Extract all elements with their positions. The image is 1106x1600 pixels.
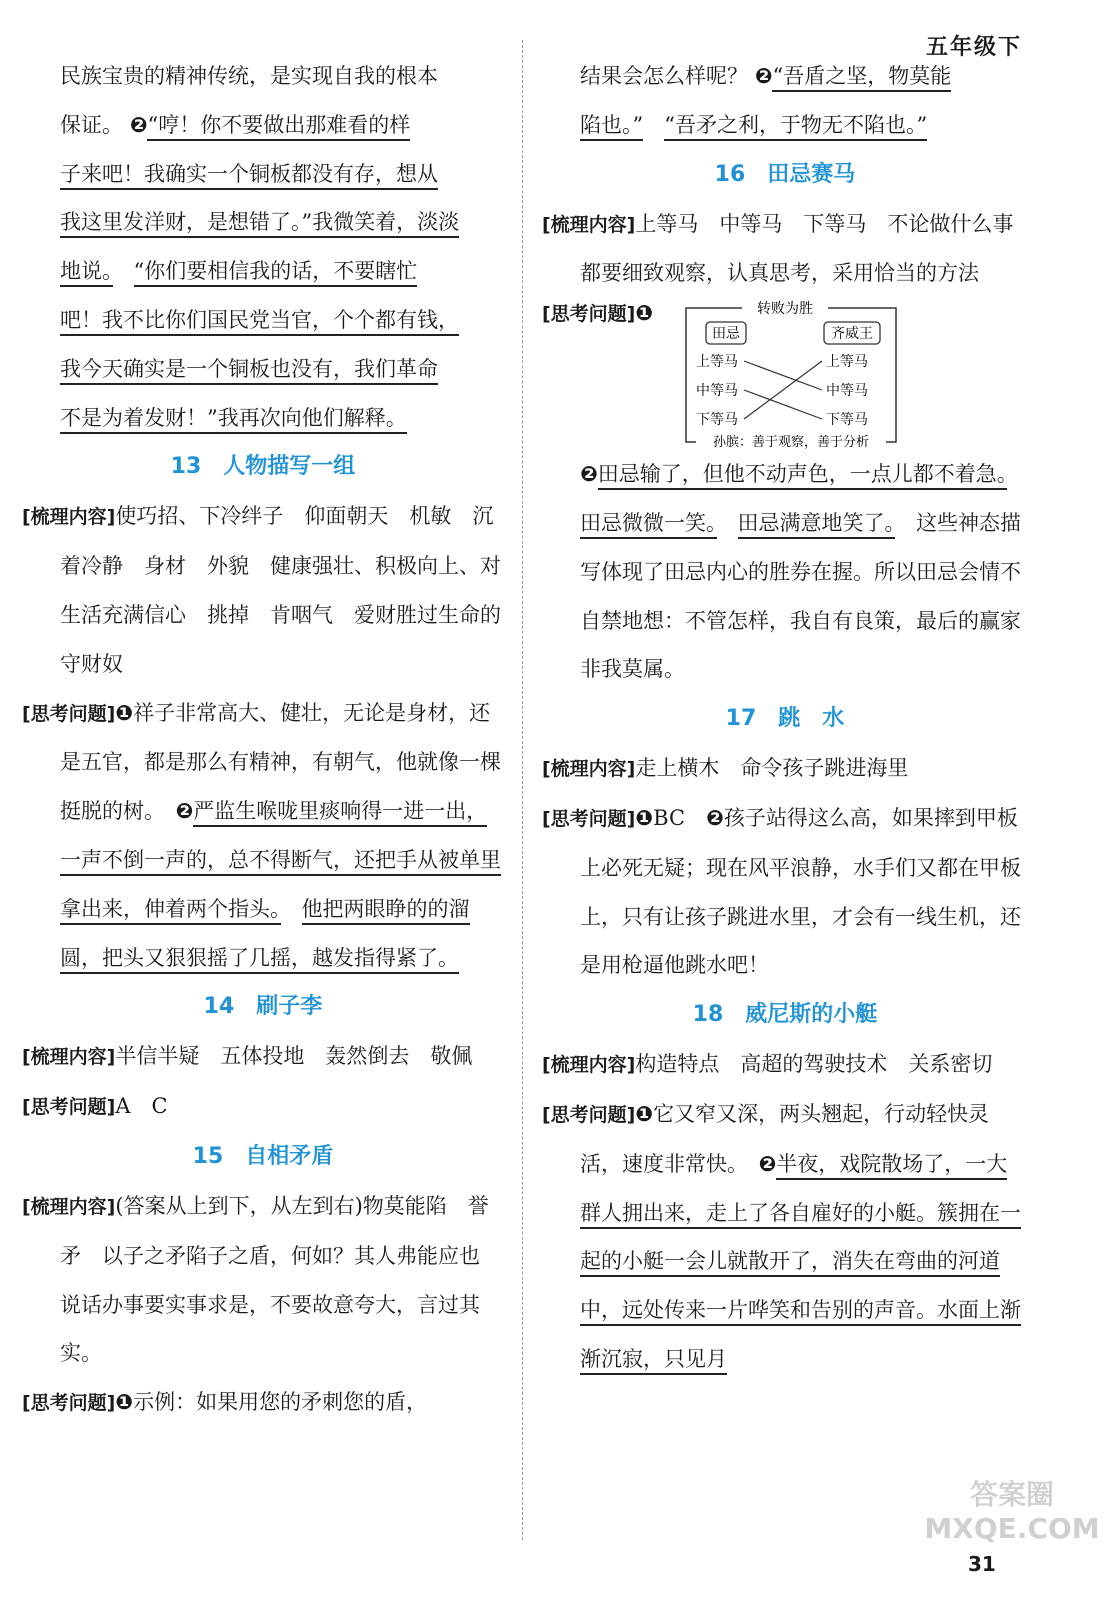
text-line: 民族宝贵的精神传统，是实现自我的根本 bbox=[60, 64, 438, 88]
left-title: 田忌 bbox=[712, 326, 740, 343]
thinking-question: [思考问题]A C bbox=[22, 1094, 168, 1119]
review-content: [梳理内容]半信半疑 五体投地 轰然倒去 敬佩 bbox=[22, 1044, 473, 1069]
text-line: 不是为着发财！”我再次向他们解释。 bbox=[22, 394, 504, 443]
text-line: 结果会怎么样呢？ ❷“吾盾之坚，物莫能 bbox=[542, 52, 1028, 101]
review-content: [梳理内容](答案从上到下，从左到右)物莫能陷 誉矛 以子之矛陷子之盾，何如？其人弗能应也 说话办事要实事求是，不要故意夸大，言过其实。 bbox=[22, 1193, 501, 1366]
watermark: 答案圈 MXQE.COM bbox=[924, 1478, 1100, 1545]
section-heading-16: 16 田忌赛马 bbox=[714, 161, 856, 187]
right-horse-1: 上等马 bbox=[826, 354, 868, 371]
thinking-question: [思考问题]❶BC ❷孩子站得这么高，如果摔到甲板上必死无疑；现在风平浪静，水手们又都在甲板上，只有让孩子跳进水里，才会有一线生机，还是用枪逼他跳水吧！ bbox=[542, 805, 1021, 978]
matching-diagram bbox=[682, 298, 1042, 450]
review-content: [梳理内容]使巧招、下冷绊子 仰面朝天 机敏 沉着冷静 身材 外貌 健康强壮、积极向上、对生活充满信心 挑掉 肯咽气 爱财胜过生命的守财奴 bbox=[22, 504, 501, 676]
text-line: 子来吧！我确实一个铜板都没有存，想从 bbox=[22, 150, 504, 199]
text-line: 地说。 “你们要相信我的话，不要瞎忙 bbox=[22, 247, 504, 296]
section-heading-18: 18 威尼斯的小艇 bbox=[692, 1002, 878, 1028]
right-title: 齐威王 bbox=[831, 326, 873, 343]
text-line: 吧！我不比你们国民党当官，个个都有钱， bbox=[22, 296, 504, 345]
match-line bbox=[744, 361, 822, 419]
text-line: 保证。 ❷“哼！你不要做出那难看的样 bbox=[22, 101, 504, 150]
review-content: [梳理内容]走上横木 命令孩子跳进海里 bbox=[542, 756, 909, 781]
bottom-label: 孙膑：善于观察，善于分析 bbox=[712, 435, 870, 451]
left-horse-1: 上等马 bbox=[696, 354, 738, 371]
left-horse-3: 下等马 bbox=[696, 412, 738, 429]
right-horse-3: 下等马 bbox=[826, 412, 868, 429]
section-heading-14: 14 刷子李 bbox=[203, 994, 323, 1020]
page-number: 31 bbox=[968, 1552, 996, 1576]
match-line bbox=[744, 361, 822, 390]
section-heading-13: 13 人物描写一组 bbox=[170, 454, 356, 480]
review-content: [梳理内容]构造特点 高超的驾驶技术 关系密切 bbox=[542, 1052, 993, 1077]
thinking-question-label: [思考问题]❶ bbox=[542, 301, 654, 326]
match-line bbox=[744, 390, 822, 419]
thinking-question: [思考问题]❶示例：如果用您的矛刺您的盾， bbox=[22, 1390, 428, 1415]
text-line: 陷也。” “吾矛之利，于物无不陷也。” bbox=[542, 101, 1028, 150]
column-divider bbox=[522, 40, 523, 1540]
thinking-question: [思考问题]❶祥子非常高大、健壮，无论是身材，还是五官，都是那么有精神，有朝气，他就像一棵挺脱的树。 ❷严监生喉咙里痰响得一进一出，一声不倒一声的，总不得断气，还把手从被单里拿出来，伸着两个指头。 他把两眼睁的的溜圆，把头又狠狠摇了几摇，越发指得紧了。 bbox=[22, 689, 504, 983]
review-content: [梳理内容]上等马 中等马 下等马 不论做什么事都要细致观察，认真思考，采用恰当的方法 bbox=[542, 211, 1014, 286]
right-column bbox=[542, 52, 1028, 1384]
right-horse-2: 中等马 bbox=[826, 383, 868, 400]
text-line: 我今天确实是一个铜板也没有，我们革命 bbox=[22, 345, 504, 394]
grade-label: 五年级下 bbox=[925, 35, 1022, 60]
thinking-answer-2: ❷田忌输了，但他不动声色，一点儿都不着急。 田忌微微一笑。 田忌满意地笑了。 这些神态描写体现了田忌内心的胜券在握。所以田忌会情不自禁地想：不管怎样，我自有良策，最后的赢家非我莫属。 bbox=[580, 462, 1021, 682]
section-heading-15: 15 自相矛盾 bbox=[192, 1143, 334, 1169]
text-line: 我这里发洋财，是想错了。”我微笑着，淡淡 bbox=[22, 198, 504, 247]
horse-race-diagram bbox=[542, 298, 1028, 450]
top-label: 转败为胜 bbox=[757, 301, 813, 318]
left-column bbox=[22, 52, 504, 1428]
thinking-question: [思考问题]❶它又窄又深，两头翘起，行动轻快灵活，速度非常快。 ❷半夜，戏院散场了，一大群人拥出来，走上了各自雇好的小艇。簇拥在一起的小艇一会儿就散开了，消失在弯曲的河道中，远处传来一片哗笑和告别的声音。水面上渐渐沉寂，只见月 bbox=[542, 1090, 1028, 1384]
section-heading-17: 17 跳 水 bbox=[725, 706, 845, 732]
left-horse-2: 中等马 bbox=[696, 383, 738, 400]
